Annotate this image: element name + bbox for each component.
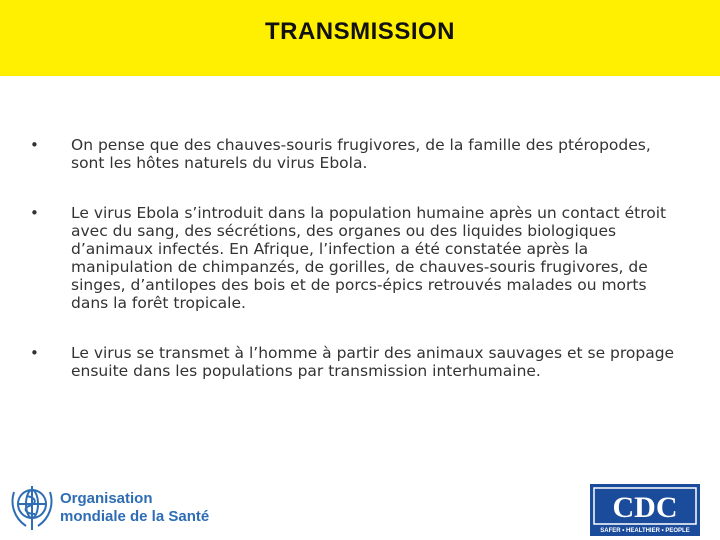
slide-title: TRANSMISSION bbox=[264, 18, 455, 45]
bullet-item bbox=[30, 204, 680, 312]
cdc-logo-text: CDC bbox=[612, 491, 678, 524]
bullet-dot-icon: • bbox=[30, 204, 39, 222]
bullet-list bbox=[30, 136, 680, 412]
who-emblem-icon bbox=[8, 482, 56, 534]
bullet-dot-icon: • bbox=[30, 344, 39, 362]
bullet-item bbox=[30, 136, 680, 172]
who-logo-text bbox=[60, 490, 209, 526]
bullet-text: Le virus Ebola s’introduit dans la population humaine après un contact étroit avec du sang, des sécrétions, des organes ou des liquides biologiques d’animaux infectés. En Afrique, l’infection a été constatée après la manipulation de chimpanzés, de gorilles, de chauves-souris frugivores, de singes, d’antilopes des bois et de porcs-épics retrouvés malades ou morts dans la forêt tropicale. bbox=[71, 204, 667, 312]
cdc-logo-tagline: SAFER • HEALTHIER • PEOPLE bbox=[600, 528, 690, 534]
bullet-text: On pense que des chauves-souris frugivores, de la famille des ptéropodes, sont les hôtes naturels du virus Ebola. bbox=[71, 136, 651, 172]
bullet-text: Le virus se transmet à l’homme à partir des animaux sauvages et se propage ensuite dans les populations par transmission interhumaine. bbox=[71, 344, 675, 380]
who-logo-line2: mondiale de la Santé bbox=[60, 508, 210, 525]
who-logo-line1: Organisation bbox=[60, 490, 153, 507]
bullet-item bbox=[30, 344, 680, 380]
who-logo bbox=[8, 482, 258, 534]
bullet-dot-icon: • bbox=[30, 136, 39, 154]
cdc-logo-icon bbox=[590, 484, 700, 536]
